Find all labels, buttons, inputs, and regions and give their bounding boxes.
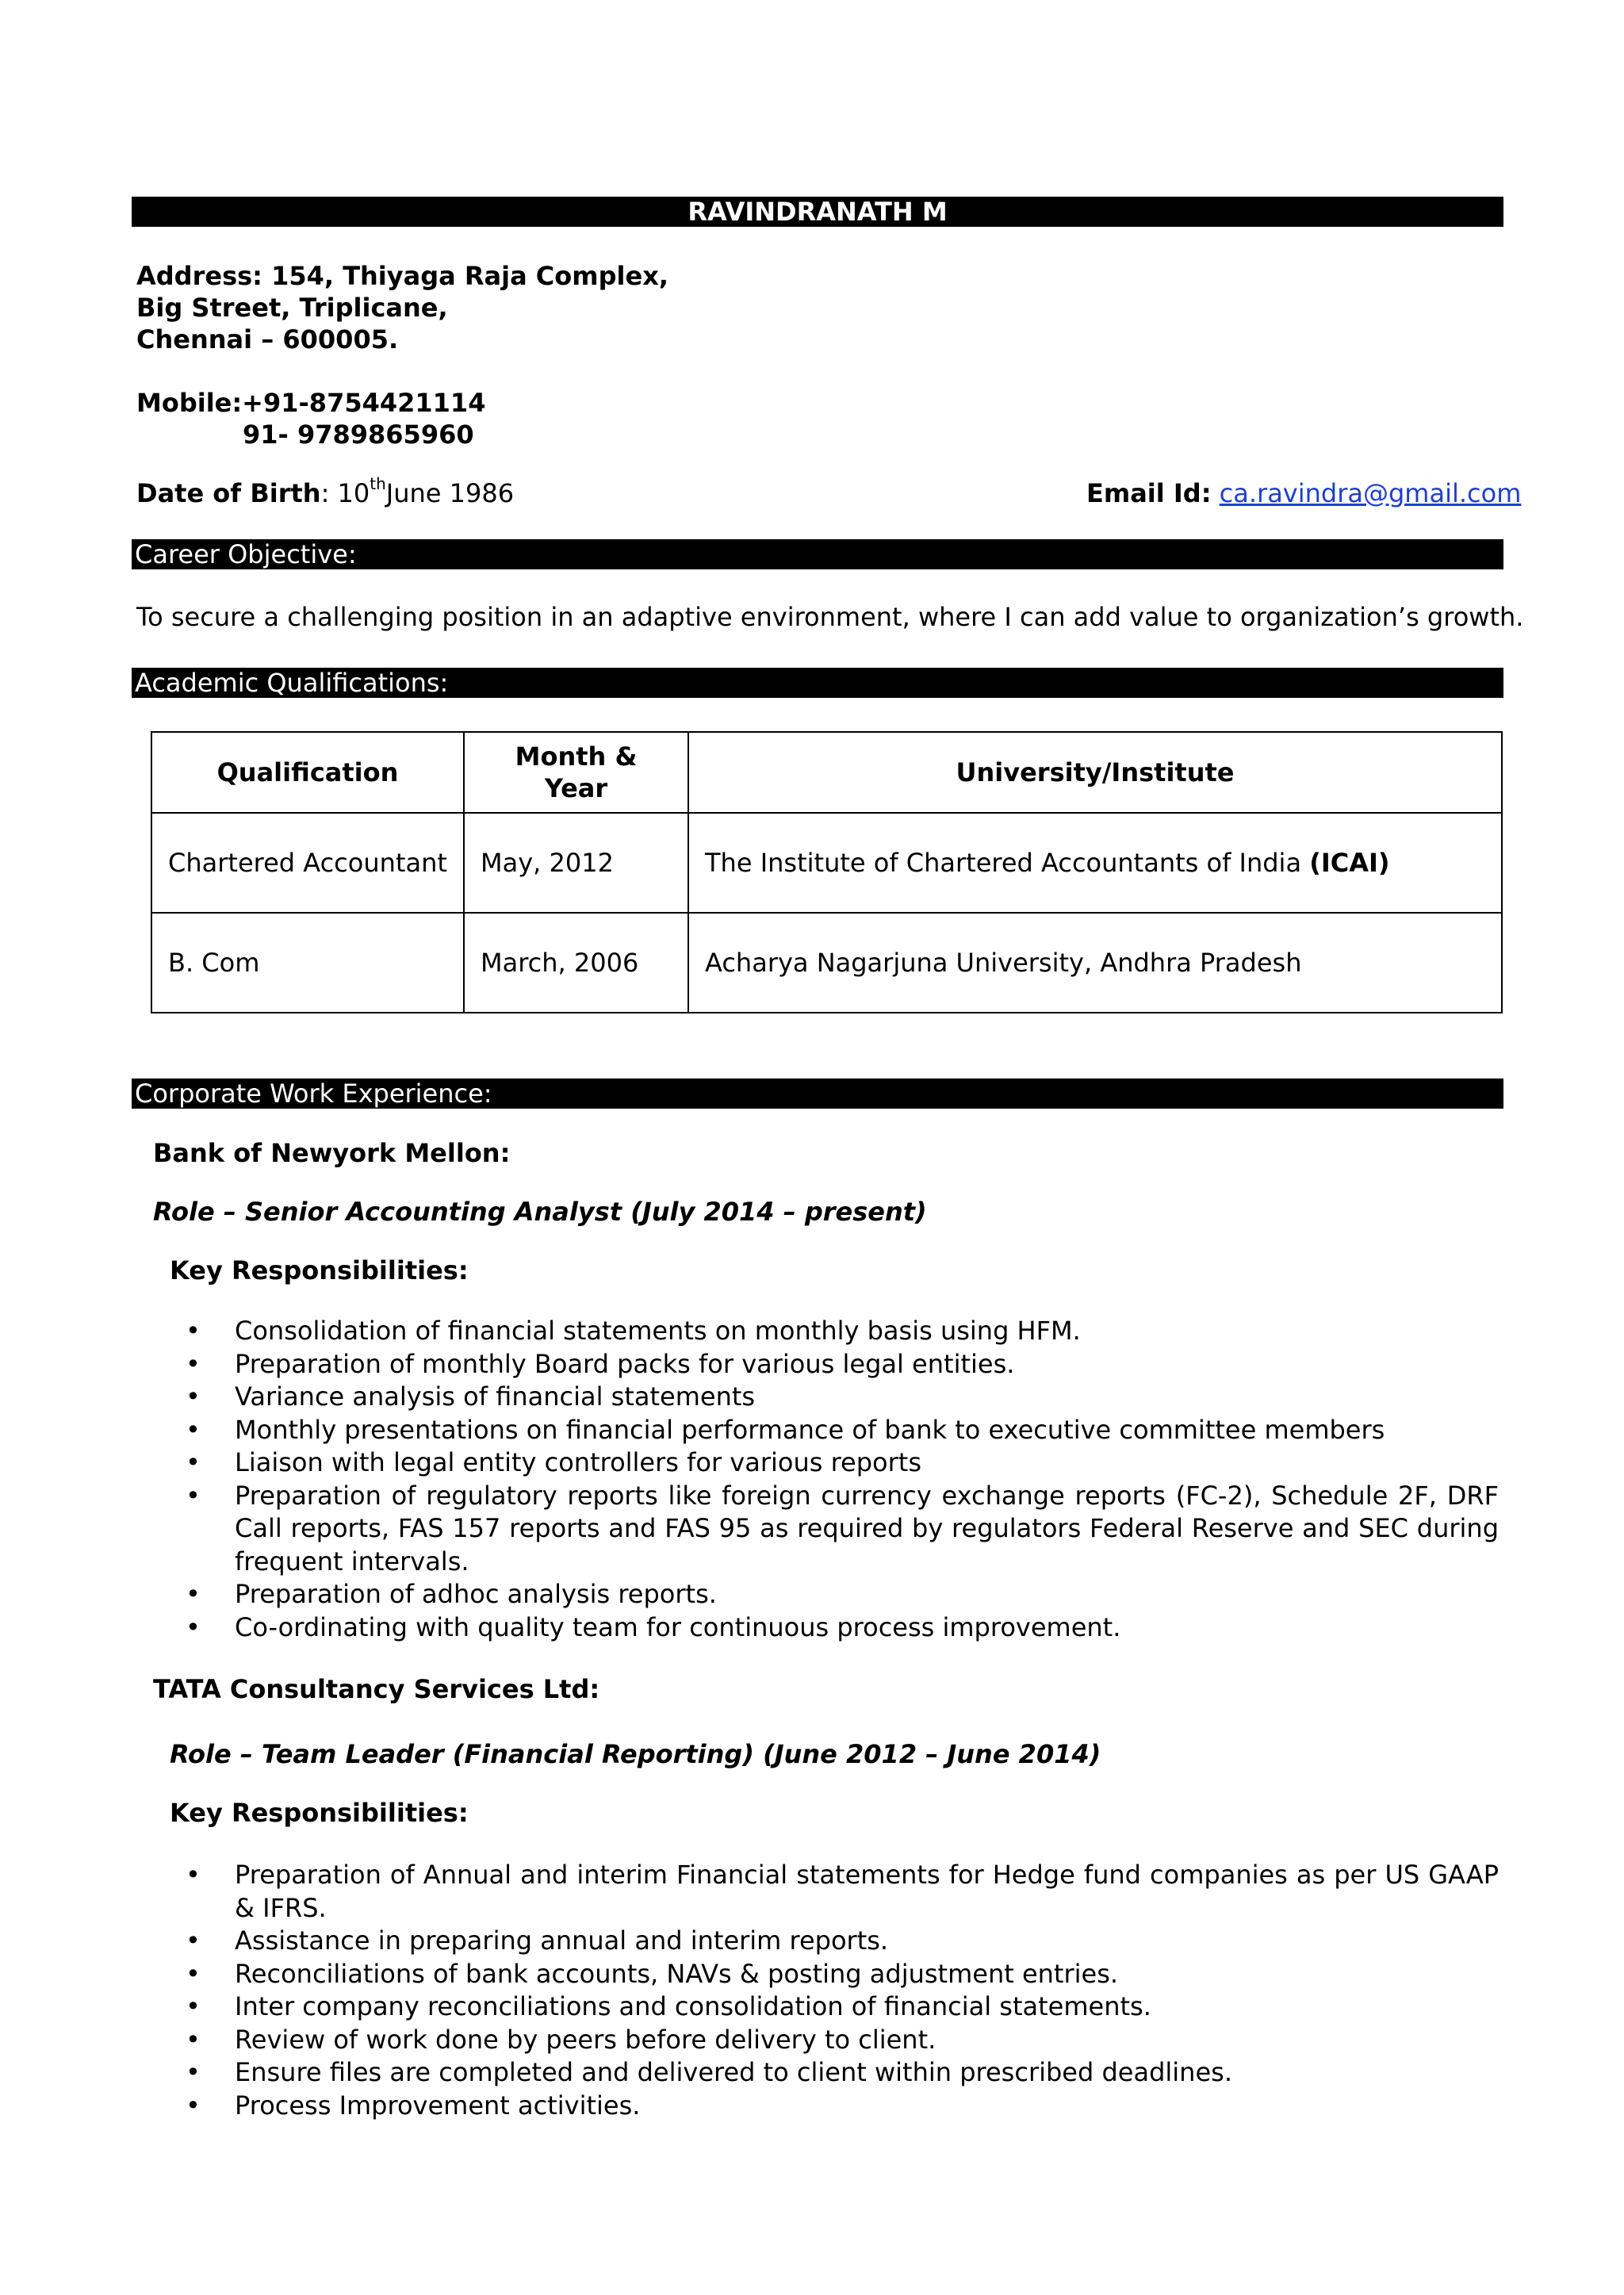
company-name: TATA Consultancy Services Ltd: bbox=[153, 1674, 600, 1704]
role-title: Role – Team Leader (Financial Reporting) (June 2012 – June 2014) bbox=[170, 1739, 1101, 1769]
key-responsibilities-label: Key Responsibilities: bbox=[170, 1798, 469, 1828]
academic-table-header bbox=[151, 732, 1502, 813]
cell-qualification: Chartered Accountant bbox=[151, 813, 464, 913]
list-item: • Preparation of adhoc analysis reports. bbox=[198, 1578, 1499, 1611]
list-item: • Preparation of monthly Board packs for various legal entities. bbox=[198, 1348, 1499, 1381]
dob-label: Date of Birth bbox=[136, 478, 321, 508]
name-header: RAVINDRANATH M bbox=[132, 197, 1503, 227]
responsibility-list bbox=[198, 1859, 1499, 2122]
list-item: • Monthly presentations on financial performance of bank to executive committee members bbox=[198, 1414, 1499, 1447]
email-link[interactable]: ca.ravindra@gmail.com bbox=[1219, 478, 1522, 508]
role-title: Role – Senior Accounting Analyst (July 2014 – present) bbox=[153, 1197, 927, 1227]
address-line-1 bbox=[136, 260, 668, 292]
col-header-university: University/Institute bbox=[688, 732, 1502, 813]
table-row bbox=[151, 813, 1502, 913]
academic-table bbox=[151, 731, 1503, 1013]
address-line-3: Chennai – 600005. bbox=[136, 324, 399, 354]
list-item: • Ensure files are completed and delivered to client within prescribed deadlines. bbox=[198, 2056, 1499, 2090]
list-item: • Reconciliations of bank accounts, NAVs & posting adjustment entries. bbox=[198, 1958, 1499, 1991]
address-line-2: Big Street, Triplicane, bbox=[136, 293, 448, 323]
cell-qualification: B. Com bbox=[151, 913, 464, 1013]
list-item: • Inter company reconciliations and consolidation of financial statements. bbox=[198, 1990, 1499, 2024]
institute-abbr: (ICAI) bbox=[1309, 848, 1390, 878]
list-item: • Consolidation of financial statements on monthly basis using HFM. bbox=[198, 1315, 1499, 1348]
col-header-month-year: Month & Year bbox=[464, 732, 688, 813]
email-line bbox=[1086, 477, 1521, 509]
career-objective-text: To secure a challenging position in an adaptive environment, where I can add value to organization’s growth. bbox=[136, 602, 1524, 632]
dob-day: 10 bbox=[337, 478, 370, 508]
col-header-qualification: Qualification bbox=[151, 732, 464, 813]
date-of-birth: Date of Birth: 10thJune 1986 bbox=[136, 474, 515, 508]
key-responsibilities-label: Key Responsibilities: bbox=[170, 1255, 469, 1285]
list-item: • Assistance in preparing annual and interim reports. bbox=[198, 1925, 1499, 1958]
experience-heading: Corporate Work Experience: bbox=[132, 1079, 1503, 1109]
career-objective-heading: Career Objective: bbox=[132, 539, 1503, 569]
address-value-1: 154, Thiyaga Raja Complex, bbox=[271, 261, 668, 291]
address-label: Address: bbox=[136, 261, 262, 291]
responsibility-list bbox=[198, 1315, 1499, 1644]
dob-suffix: th bbox=[370, 474, 386, 493]
dob-rest: June 1986 bbox=[385, 478, 515, 508]
list-item: • Preparation of Annual and interim Financial statements for Hedge fund companies as per US GAAP & IFRS. bbox=[198, 1859, 1499, 1925]
mobile-number-2: 91- 9789865960 bbox=[243, 420, 474, 450]
list-item: • Co-ordinating with quality team for continuous process improvement. bbox=[198, 1611, 1499, 1645]
cell-date: May, 2012 bbox=[464, 813, 688, 913]
list-item: • Liaison with legal entity controllers for various reports bbox=[198, 1446, 1499, 1480]
mobile-label: Mobile: bbox=[136, 388, 243, 418]
table-row bbox=[151, 913, 1502, 1013]
email-label: Email Id: bbox=[1086, 478, 1212, 508]
list-item: • Process Improvement activities. bbox=[198, 2090, 1499, 2123]
mobile-line-1 bbox=[136, 387, 485, 419]
cell-institute: Acharya Nagarjuna University, Andhra Pradesh bbox=[688, 913, 1502, 1013]
list-item: • Review of work done by peers before delivery to client. bbox=[198, 2024, 1499, 2057]
cell-date: March, 2006 bbox=[464, 913, 688, 1013]
academic-heading: Academic Qualifications: bbox=[132, 668, 1503, 698]
list-item: • Variance analysis of financial statements bbox=[198, 1381, 1499, 1414]
mobile-number-1: +91-8754421114 bbox=[242, 388, 486, 418]
company-name: Bank of Newyork Mellon: bbox=[153, 1138, 511, 1168]
list-item: • Preparation of regulatory reports like foreign currency exchange reports (FC-2), Schedule 2F, DRF Call reports, FAS 157 reports and FAS 95 as required by regulators Federal Reserve and SEC during frequent intervals. bbox=[198, 1480, 1499, 1579]
cell-institute bbox=[688, 813, 1502, 913]
institute-name: The Institute of Chartered Accountants of India bbox=[705, 848, 1302, 878]
